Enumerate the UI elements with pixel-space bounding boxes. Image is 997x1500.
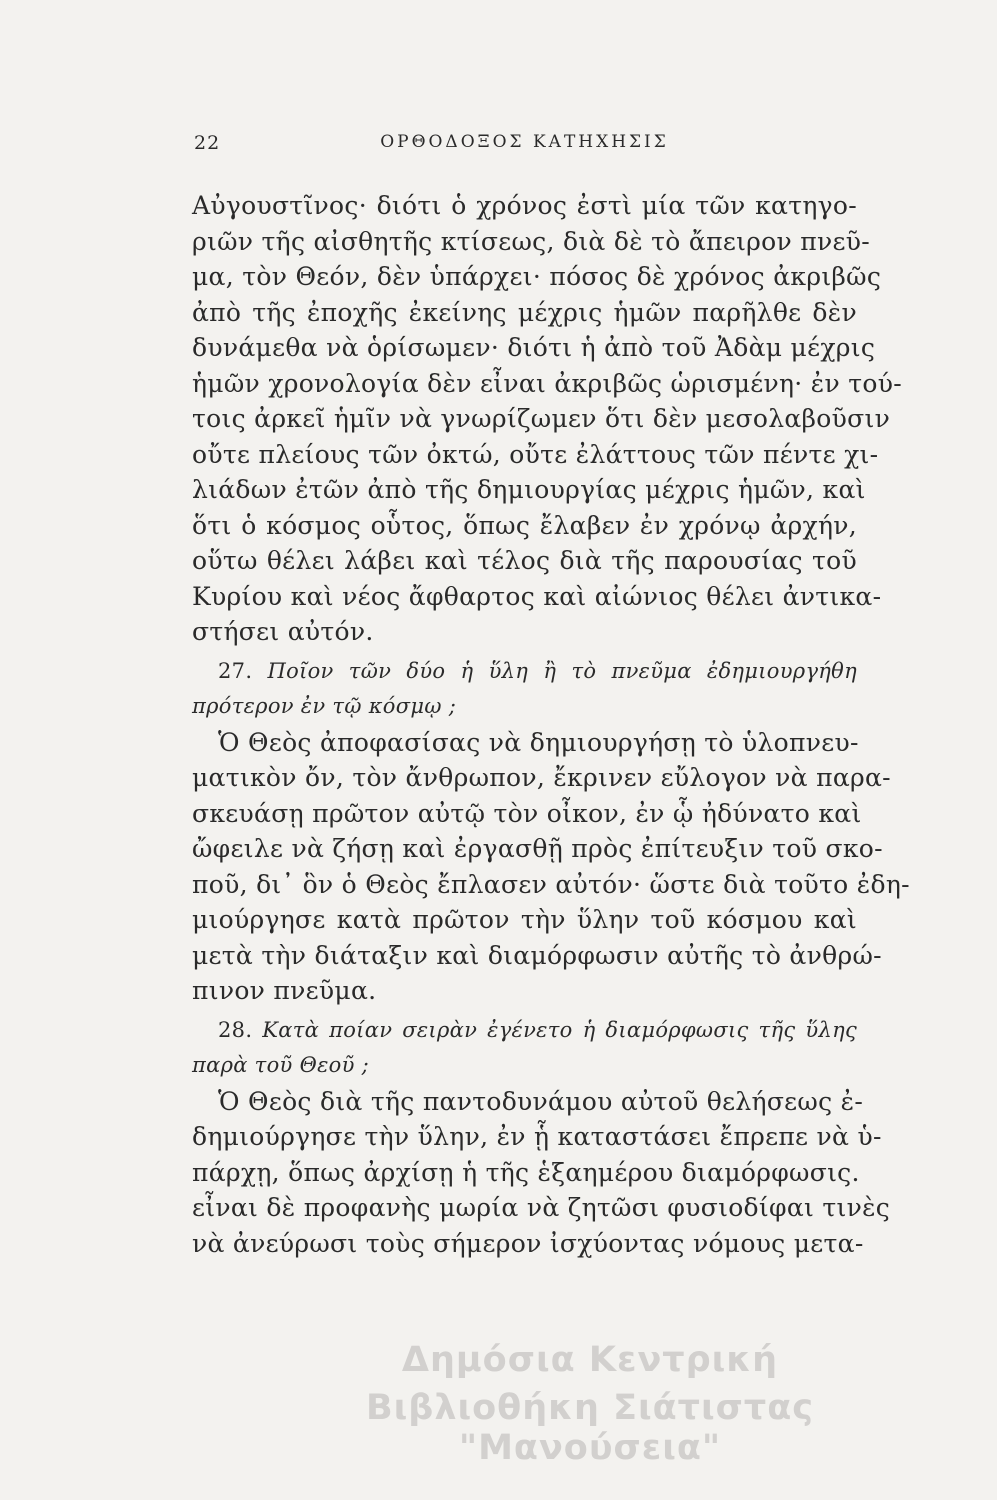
text-line: ὅτι ὁ κόσμος οὗτος, ὅπως ἔλαβεν ἐν χρόνῳ ἀρχήν, (192, 510, 857, 540)
question-text: Κατὰ ποίαν σειρὰν ἐγένετο ἡ διαμόρφωσις τῆς ὕλης (262, 1017, 858, 1042)
question-28 (192, 1013, 891, 1262)
library-watermark-line2: Βιβλιοθήκη Σιάτιστας "Μανούσεια" (365, 1388, 815, 1468)
answer-line: ματικὸν ὄν, τὸν ἄνθρωπον, ἔκρινεν εὔλογον νὰ παρα- (192, 763, 891, 792)
text-line: μα, τὸν Θεόν, δὲν ὑπάρχει· πόσος δὲ χρόνος ἀκριβῶς (192, 262, 882, 291)
text-line: δυνάμεθα νὰ ὁρίσωμεν· διότι ἡ ἀπὸ τοῦ Ἀδὰμ μέχρις (192, 333, 876, 362)
answer-line: Ὁ Θεὸς διὰ τῆς παντοδυνάμου αὐτοῦ θελήσεως ἐ- (218, 1086, 864, 1116)
question-heading (192, 1013, 857, 1049)
answer-line: ποῦ, δι᾽ ὃν ὁ Θεὸς ἔπλασεν αὐτόν· ὥστε διὰ τοῦτο ἐδη- (192, 869, 910, 899)
question-text: Ποῖον τῶν δύο ἡ ὕλη ἢ τὸ πνεῦμα ἐδημιουργήθη (267, 658, 857, 683)
answer-line: πινον πνεῦμα. (192, 976, 377, 1005)
answer-line: δημιούργησε τὴν ὕλην, ἐν ᾗ καταστάσει ἔπρεπε νὰ ὑ- (192, 1122, 882, 1151)
text-line: τοις ἀρκεῖ ἡμῖν νὰ γνωρίζωμεν ὅτι δὲν μεσολαβοῦσιν (192, 404, 891, 433)
question-number: 28. (218, 1017, 253, 1042)
question-27 (192, 654, 910, 1009)
question-heading (192, 654, 857, 690)
text-line: ριῶν τῆς αἰσθητῆς κτίσεως, διὰ δὲ τὸ ἄπειρον πνεῦ- (192, 226, 870, 256)
answer-line: εἶναι δὲ προφανὴς μωρία νὰ ζητῶσι φυσιοδίφαι τινὲς (192, 1193, 891, 1222)
question-text-continued: παρὰ τοῦ Θεοῦ ; (192, 1053, 370, 1077)
text-line: ἀπὸ τῆς ἐποχῆς ἐκείνης μέχρις ἡμῶν παρῆλθε δὲν (192, 297, 857, 327)
running-title: ΟΡΘΟΔΟΞΟΣ ΚΑΤΗΧΗΣΙΣ (380, 132, 669, 152)
page-header (192, 132, 857, 160)
answer-line: μιούργησε κατὰ πρῶτον τὴν ὕλην τοῦ κόσμου καὶ (192, 905, 857, 934)
answer-line: ὤφειλε νὰ ζήσῃ καὶ ἐργασθῇ πρὸς ἐπίτευξιν τοῦ σκο- (192, 834, 883, 863)
answer-line: σκευάσῃ πρῶτον αὐτῷ τὸν οἶκον, ἐν ᾧ ἠδύνατο καὶ (192, 798, 862, 828)
paragraph-continuation (192, 188, 902, 650)
text-line: οὕτω θέλει λάβει καὶ τέλος διὰ τῆς παρουσίας τοῦ (192, 546, 857, 575)
text-line: οὔτε πλείους τῶν ὀκτώ, οὔτε ἐλάττους τῶν πέντε χι- (192, 439, 879, 469)
text-line: στήσει αὐτόν. (192, 617, 374, 646)
page-number: 22 (194, 132, 221, 154)
answer-line: νὰ ἀνεύρωσι τοὺς σήμερον ἰσχύοντας νόμους μετα- (192, 1228, 864, 1258)
answer-line: πάρχῃ, ὅπως ἀρχίσῃ ἡ τῆς ἑξαημέρου διαμόρφωσις. (192, 1157, 860, 1187)
text-line: Αὐγουστῖνος· διότι ὁ χρόνος ἐστὶ μία τῶν κατηγο- (192, 191, 857, 220)
question-number: 27. (218, 658, 253, 683)
question-text-continued: πρότερον ἐν τῷ κόσμῳ ; (192, 694, 457, 718)
page-body (192, 188, 910, 1261)
answer-line: μετὰ τὴν διάταξιν καὶ διαμόρφωσιν αὐτῆς τὸ ἀνθρώ- (192, 940, 882, 970)
text-line: ἡμῶν χρονολογία δὲν εἶναι ἀκριβῶς ὡρισμένη· ἐν τού- (192, 368, 902, 398)
library-watermark-line1: Δημόσια Κεντρική (401, 1340, 779, 1380)
text-line: Κυρίου καὶ νέος ἄφθαρτος καὶ αἰώνιος θέλει ἀντικα- (192, 581, 882, 611)
text-line: λιάδων ἐτῶν ἀπὸ τῆς δημιουργίας μέχρις ἡμῶν, καὶ (192, 475, 866, 504)
answer-line: Ὁ Θεὸς ἀποφασίσας νὰ δημιουργήσῃ τὸ ὑλοπνευ- (218, 727, 859, 757)
